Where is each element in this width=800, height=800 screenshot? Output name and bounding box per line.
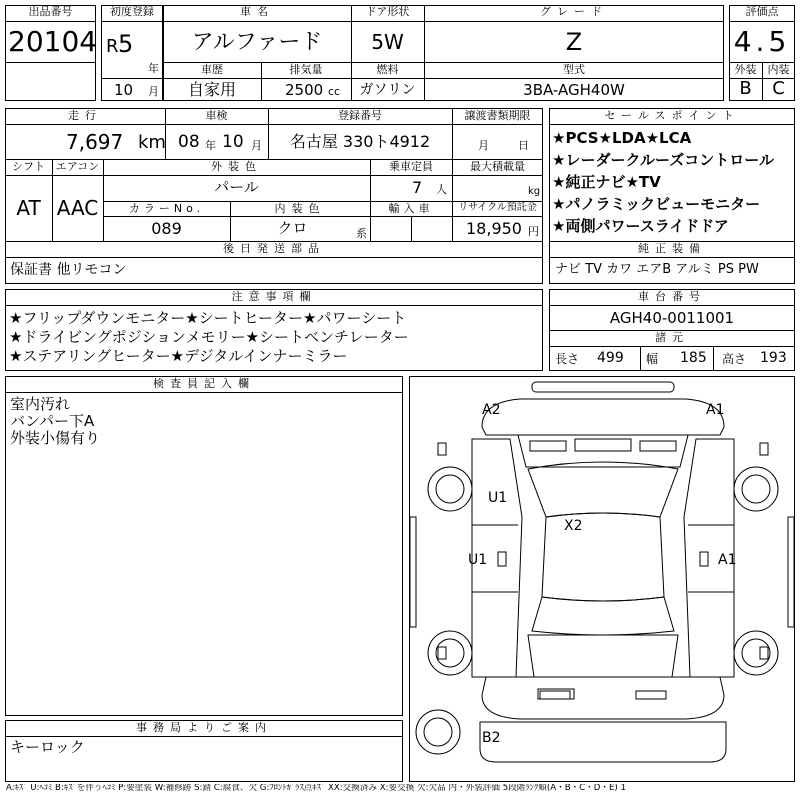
damage-mark-front-right: A1 [706, 402, 725, 418]
car-name-label: 車名 [240, 5, 274, 18]
inspector-note: 外装小傷有り [10, 429, 101, 447]
mileage-unit: km [138, 132, 166, 153]
grade-value: Z [565, 28, 583, 56]
exterior-label: 外装 [734, 63, 757, 76]
note-line: ★ステアリングヒーター★デジタルインナーミラー [9, 347, 348, 365]
score-label: 評価点 [745, 5, 779, 18]
capacity-label: 乗車定員 [389, 160, 433, 173]
specs-label: 諸元 [655, 331, 689, 344]
recycle-unit: 円 [528, 225, 539, 238]
exterior-grade: B [739, 78, 752, 99]
displacement-unit: cc [328, 85, 341, 98]
car-name: アルファード [191, 30, 323, 55]
damage-mark-roof: X2 [564, 518, 583, 534]
mileage-value: 7,697 [66, 130, 124, 154]
deadline-day-unit: 日 [518, 139, 529, 152]
first-registration-label: 初度登録 [110, 5, 154, 18]
max-load-label: 最大積載量 [470, 160, 525, 173]
door-type: 5W [371, 30, 404, 54]
damage-mark-left-front-door: U1 [488, 490, 508, 506]
sales-point-item: ★パノラミックビューモニター [552, 195, 761, 213]
history-label: 車歴 [201, 63, 223, 76]
inspector-note: バンパー下A [10, 412, 95, 430]
length-value: 499 [597, 350, 624, 366]
genuine-equipment-label: 純正装備 [638, 242, 706, 255]
inspection-month: 10 [222, 132, 244, 152]
fuel-value: ガソリン [359, 82, 416, 98]
mileage-label: 走行 [68, 109, 102, 122]
interior-grade: C [772, 78, 785, 99]
inspector-note: 室内汚れ [10, 395, 71, 413]
registration-month: 10 [114, 81, 134, 99]
import-label: 輸入車 [388, 202, 434, 215]
legend-text: A:ｷｽﾞ U:ﾍｺﾐ B:ｷｽﾞを伴うﾍｺﾐ P:要塗装 W:補修跡 S:錆 C:腐食、欠 G:ﾌﾛﾝﾄｶﾞﾗｽ点ｷｽﾞ XX:交換済み X:要交換 欠:欠品 内・外装評価 5段階ﾗﾝｸ順(A・B・C・D・E) 1 [6, 784, 626, 793]
sales-points-label: セールスポイント [604, 109, 740, 122]
damage-mark-right-rear-door: A1 [718, 552, 737, 568]
inspection-month-unit: 月 [251, 139, 262, 152]
era-letter: R [106, 36, 119, 57]
door-label: ドア形状 [365, 5, 410, 18]
month-unit: 月 [148, 85, 159, 98]
model-type-label: 型式 [563, 63, 585, 76]
width-value: 185 [680, 350, 707, 366]
lot-number: 20104 [8, 25, 98, 58]
notes-label: 注意事項欄 [231, 290, 317, 303]
sales-point-item: ★両側パワースライドドア [552, 217, 729, 235]
lot-number-label: 出品番号 [28, 5, 73, 18]
interior-color-unit: 系 [356, 227, 367, 240]
interior-color: クロ [277, 219, 308, 237]
plate-label: 登録番号 [338, 109, 382, 122]
transfer-deadline-label: 譲渡書類期限 [464, 109, 531, 122]
chassis-label: 車台番号 [638, 290, 706, 303]
int-color-label: 内装色 [274, 202, 326, 215]
chassis-number: AGH40-0011001 [609, 309, 735, 327]
recycle-amount: 18,950 [466, 219, 522, 238]
damage-mark-rear: B2 [482, 730, 501, 746]
aircon-type: AAC [56, 196, 99, 220]
fuel-label: 燃料 [376, 63, 399, 76]
inspection-year-unit: 年 [205, 139, 216, 152]
damage-mark-left-rear-door: U1 [468, 552, 488, 568]
capacity-unit: 人 [436, 183, 447, 196]
shift-type: AT [16, 196, 41, 220]
note-line: ★ドライビングポジションメモリー★シートベンチレーター [9, 328, 409, 346]
later-parts: 保証書 他リモコン [10, 262, 127, 278]
overall-score: 4.5 [733, 25, 791, 58]
height-value: 193 [760, 350, 787, 366]
genuine-equipment: ナビ TV カワ エアB アルミ PS PW [555, 262, 759, 277]
color-number: 089 [151, 219, 182, 238]
displacement-label: 排気量 [289, 63, 323, 76]
shift-label: シフト [12, 160, 45, 173]
load-unit: kg [528, 186, 541, 197]
width-label: 幅 [646, 352, 659, 366]
car-diagram [410, 377, 794, 781]
recycle-label: リサイクル預託金 [458, 202, 537, 213]
deadline-month-unit: 月 [478, 139, 489, 152]
office-label: 事務局よりご案内 [136, 721, 272, 734]
aircon-label: エアコン [55, 160, 100, 173]
inspection-year: 08 [178, 132, 200, 152]
height-label: 高さ [722, 352, 747, 366]
sales-point-item: ★レーダークルーズコントロール [552, 151, 774, 169]
ext-color-label: 外装色 [211, 160, 262, 173]
model-type: 3BA-AGH40W [523, 81, 625, 99]
registration-year: 5 [118, 30, 134, 58]
length-label: 長さ [555, 352, 580, 366]
note-line: ★フリップダウンモニター★シートヒーター★パワーシート [9, 309, 407, 327]
grade-label: グレード [540, 5, 608, 18]
sales-point-item: ★PCS★LDA★LCA [552, 129, 692, 147]
damage-mark-front-left: A2 [482, 402, 501, 418]
year-unit: 年 [148, 62, 159, 75]
inspector-label: 検査員記入欄 [153, 377, 255, 390]
exterior-color: パール [214, 178, 259, 196]
car-diagram-box [409, 376, 795, 782]
sales-point-item: ★純正ナビ★TV [552, 173, 661, 191]
displacement-value: 2500 [285, 81, 324, 99]
color-no-label: カラーNo. [128, 202, 205, 215]
inspection-label: 車検 [205, 109, 228, 122]
vehicle-history: 自家用 [187, 80, 236, 99]
later-parts-label: 後日発送部品 [223, 242, 325, 255]
plate-number: 名古屋 330ト4912 [289, 132, 431, 151]
interior-label: 内装 [767, 63, 790, 76]
office-note: キーロック [10, 738, 85, 756]
capacity-value: 7 [412, 178, 423, 197]
